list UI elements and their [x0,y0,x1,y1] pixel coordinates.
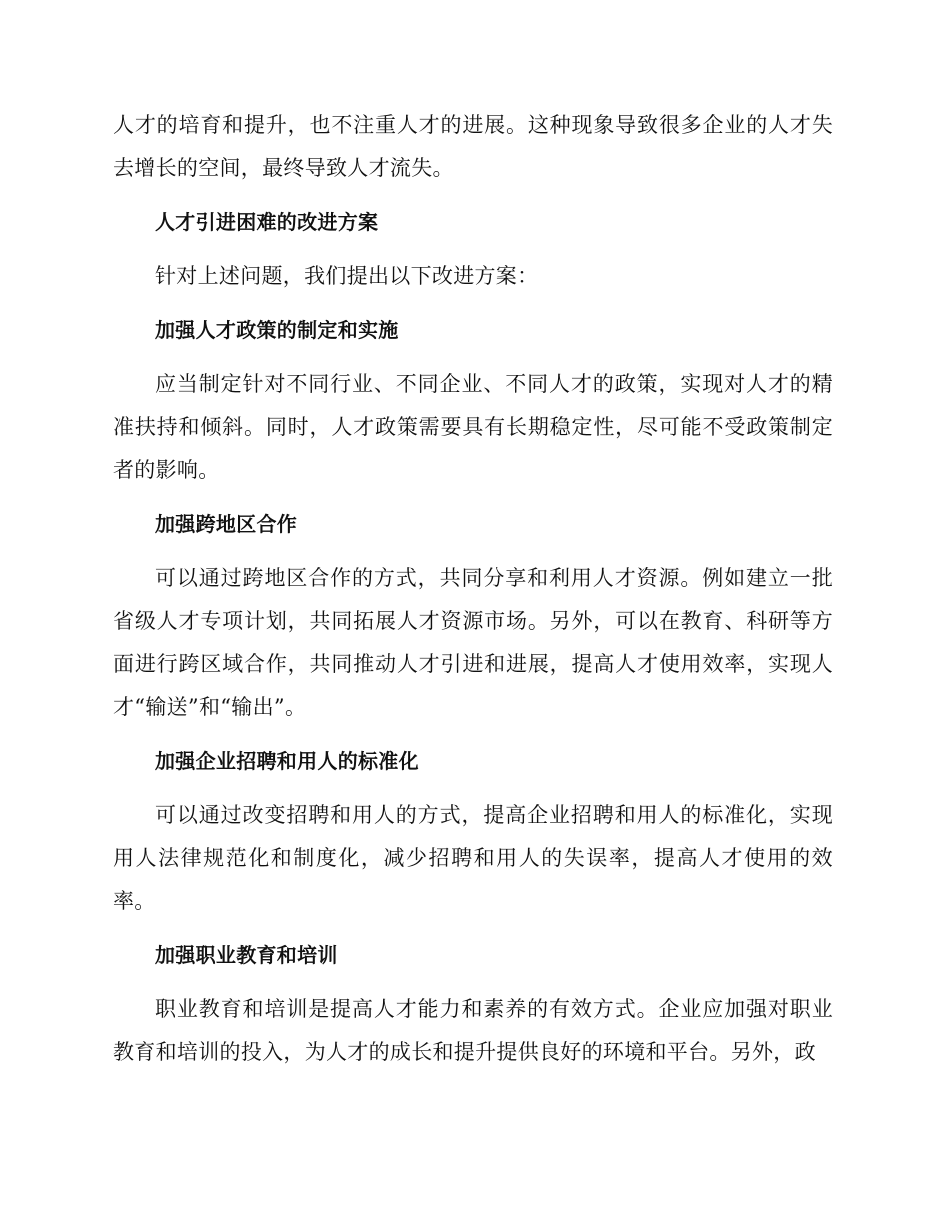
heading-talent-policy: 加强人才政策的制定和实施 [155,318,399,342]
paragraph-talent-loss: 人才的培育和提升，也不注重人才的进展。这种现象导致很多企业的人才失去增长的空间，最终导致人才流失。 [113,113,833,180]
paragraph-talent-policy: 应当制定针对不同行业、不同企业、不同人才的政策，实现对人才的精准扶持和倾斜。同时，人才政策需要具有长期稳定性，尽可能不受政策制定者的影响。 [113,372,833,482]
heading-improvement-plan: 人才引进困难的改进方案 [155,210,379,234]
heading-recruitment-standard: 加强企业招聘和用人的标准化 [155,749,419,773]
paragraph-vocational-training: 职业教育和培训是提高人才能力和素养的有效方式。企业应加强对职业教育和培训的投入，为人才的成长和提升提供良好的环境和平台。另外，政 [113,997,833,1064]
document-page [113,104,833,1074]
paragraph-cross-region: 可以通过跨地区合作的方式，共同分享和利用人才资源。例如建立一批省级人才专项计划，共同拓展人才资源市场。另外，可以在教育、科研等方面进行跨区域合作，共同推动人才引进和进展，提高人才使用效率，实现人才“输送”和“输出”。 [113,566,833,719]
heading-cross-region: 加强跨地区合作 [155,512,298,536]
paragraph-recruitment-standard: 可以通过改变招聘和用人的方式，提高企业招聘和用人的标准化，实现用人法律规范化和制度化，减少招聘和用人的失误率，提高人才使用的效率。 [113,803,833,913]
paragraph-intro: 针对上述问题，我们提出以下改进方案： [155,264,539,288]
heading-vocational-training: 加强职业教育和培训 [155,943,338,967]
